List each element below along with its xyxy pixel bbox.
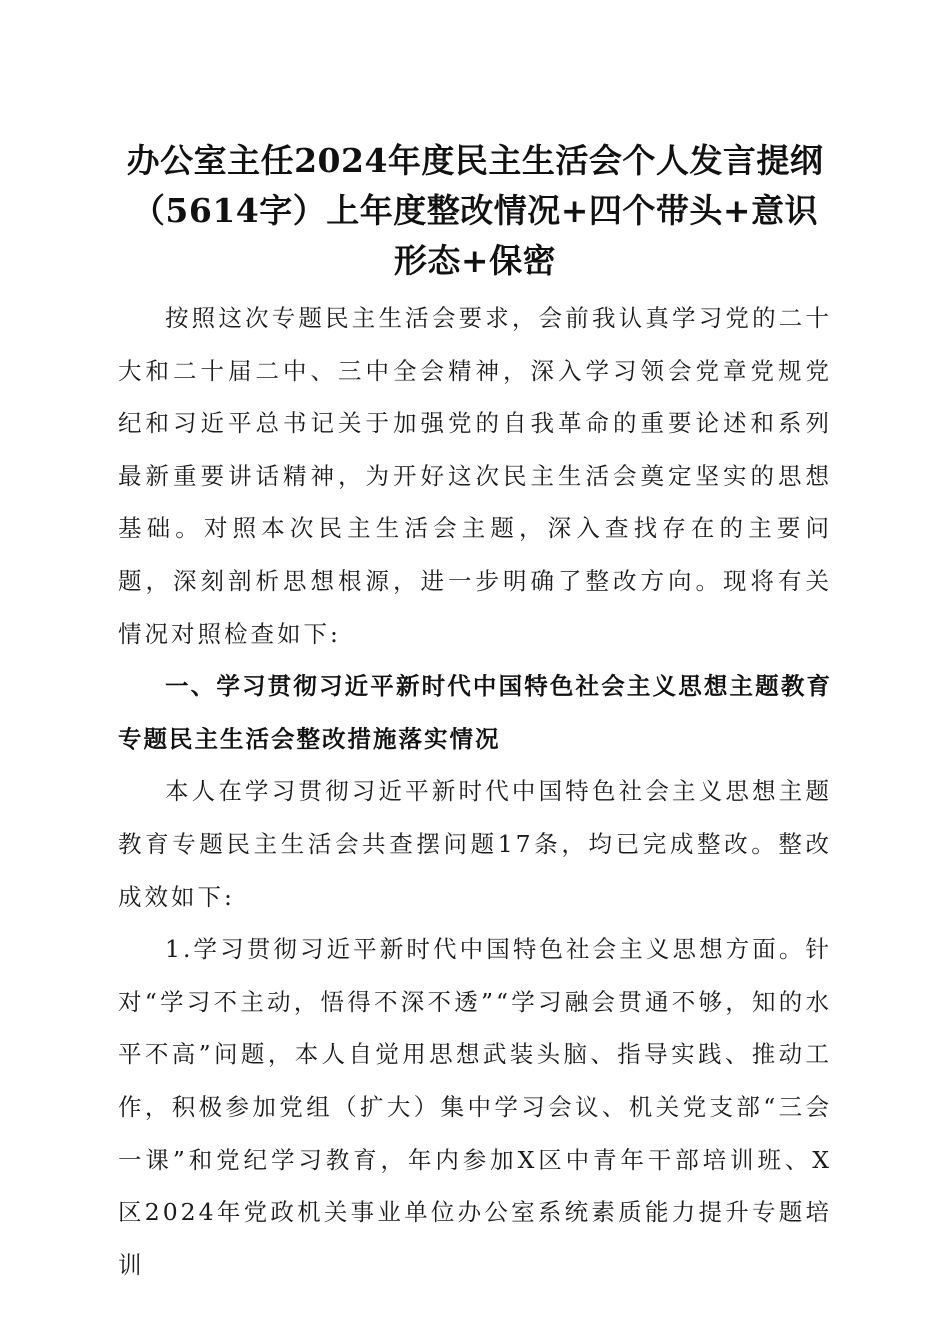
intro-paragraph: 按照这次专题民主生活会要求，会前我认真学习党的二十大和二十届二中、三中全会精神，深入学习领会党章党规党纪和习近平总书记关于加强党的自我革命的重要论述和系列最新重要讲话精神，为开好这次民主生活会奠定坚实的思想基础。对照本次民主生活会主题，深入查找存在的主要问题，深刻剖析思想根源，进一步明确了整改方向。现将有关情况对照检查如下: — [118, 304, 832, 648]
document-title: 办公室主任2024年度民主生活会个人发言提纲（5614字）上年度整改情况+四个带头+意识形态+保密 — [126, 141, 824, 280]
section-heading-1: 一、学习贯彻习近平新时代中国特色社会主义思想主题教育专题民主生活会整改措施落实情况 — [118, 672, 832, 753]
document-body — [118, 292, 832, 1291]
item-1-paragraph: 1.学习贯彻习近平新时代中国特色社会主义思想方面。针对“学习不主动，悟得不深不透”“学习融会贯通不够，知的水平不高”问题，本人自觉用思想武装头脑、指导实践、推动工作，积极参加党组（扩大）集中学习会议、机关党支部“三会一课”和党纪学习教育，年内参加X区中青年干部培训班、X区2024年党政机关事业单位办公室系统素质能力提升专题培训 — [118, 935, 832, 1279]
section-1-paragraph: 本人在学习贯彻习近平新时代中国特色社会主义思想主题教育专题民主生活会共查摆问题17条，均已完成整改。整改成效如下: — [118, 777, 832, 911]
